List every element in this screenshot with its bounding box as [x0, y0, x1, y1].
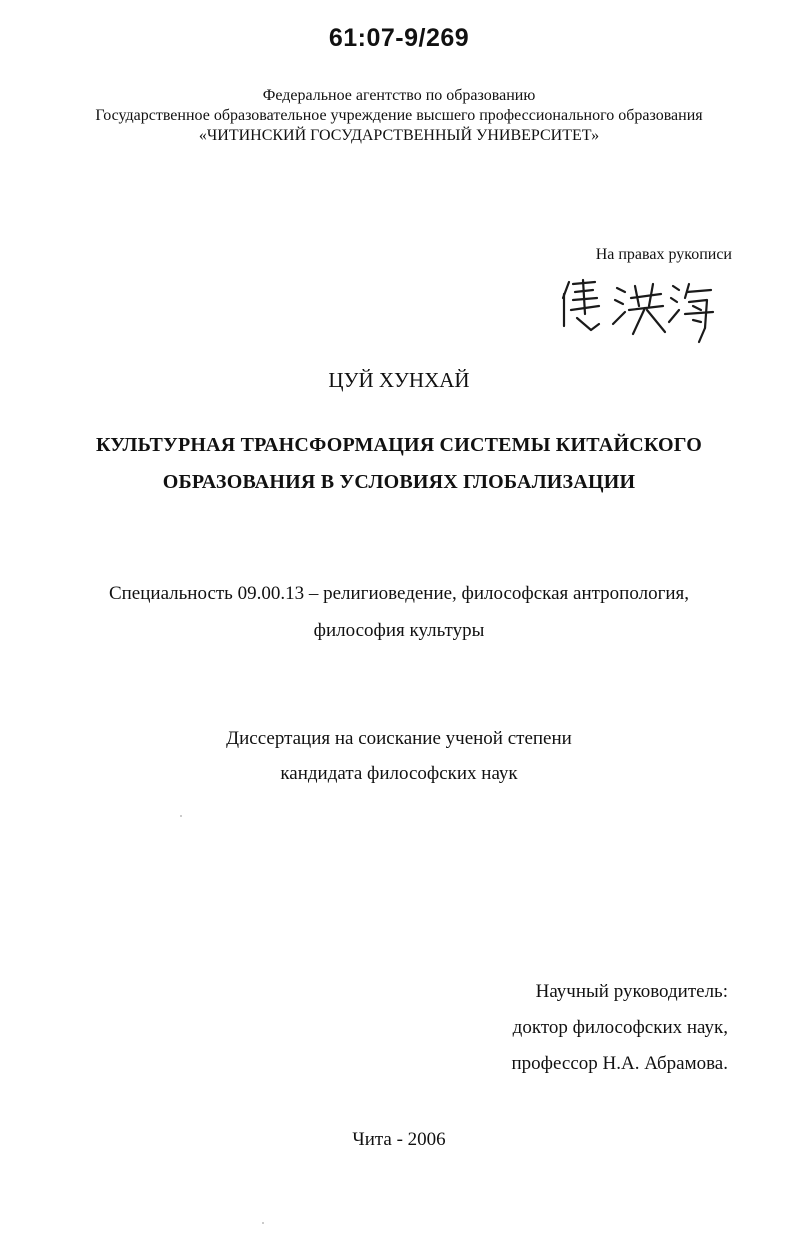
supervisor-name: профессор Н.А. Абрамова.: [511, 1053, 728, 1074]
supervisor-degree: доктор философских наук,: [512, 1017, 728, 1038]
university-name-line: «ЧИТИНСКИЙ ГОСУДАРСТВЕННЫЙ УНИВЕРСИТЕТ»: [198, 127, 600, 144]
city-year: Чита - 2006: [352, 1129, 446, 1150]
institution-type-line: Государственное образовательное учреждение высшего профессионального образования: [95, 107, 703, 124]
archive-code-stamp: 61:07-9/269: [328, 24, 470, 52]
specialty-line-1: Специальность 09.00.13 – религиоведение, философская антропология,: [108, 583, 690, 604]
scan-speck: [262, 1222, 264, 1224]
supervisor-heading: Научный руководитель:: [535, 981, 728, 1002]
specialty-line-2: философия культуры: [313, 620, 485, 641]
degree-statement-line-2: кандидата философских наук: [280, 763, 518, 784]
degree-statement-line-1: Диссертация на соискание ученой степени: [226, 728, 572, 749]
agency-line: Федеральное агентство по образованию: [262, 87, 536, 104]
manuscript-rights-label: На правах рукописи: [595, 246, 732, 263]
handwritten-signature: [555, 276, 715, 348]
author-name: ЦУЙ ХУНХАЙ: [328, 368, 470, 392]
dissertation-title-line-1: КУЛЬТУРНАЯ ТРАНСФОРМАЦИЯ СИСТЕМЫ КИТАЙСКОГО: [95, 434, 702, 456]
scan-speck: [180, 815, 182, 817]
dissertation-title-line-2: ОБРАЗОВАНИЯ В УСЛОВИЯХ ГЛОБАЛИЗАЦИИ: [162, 471, 636, 493]
